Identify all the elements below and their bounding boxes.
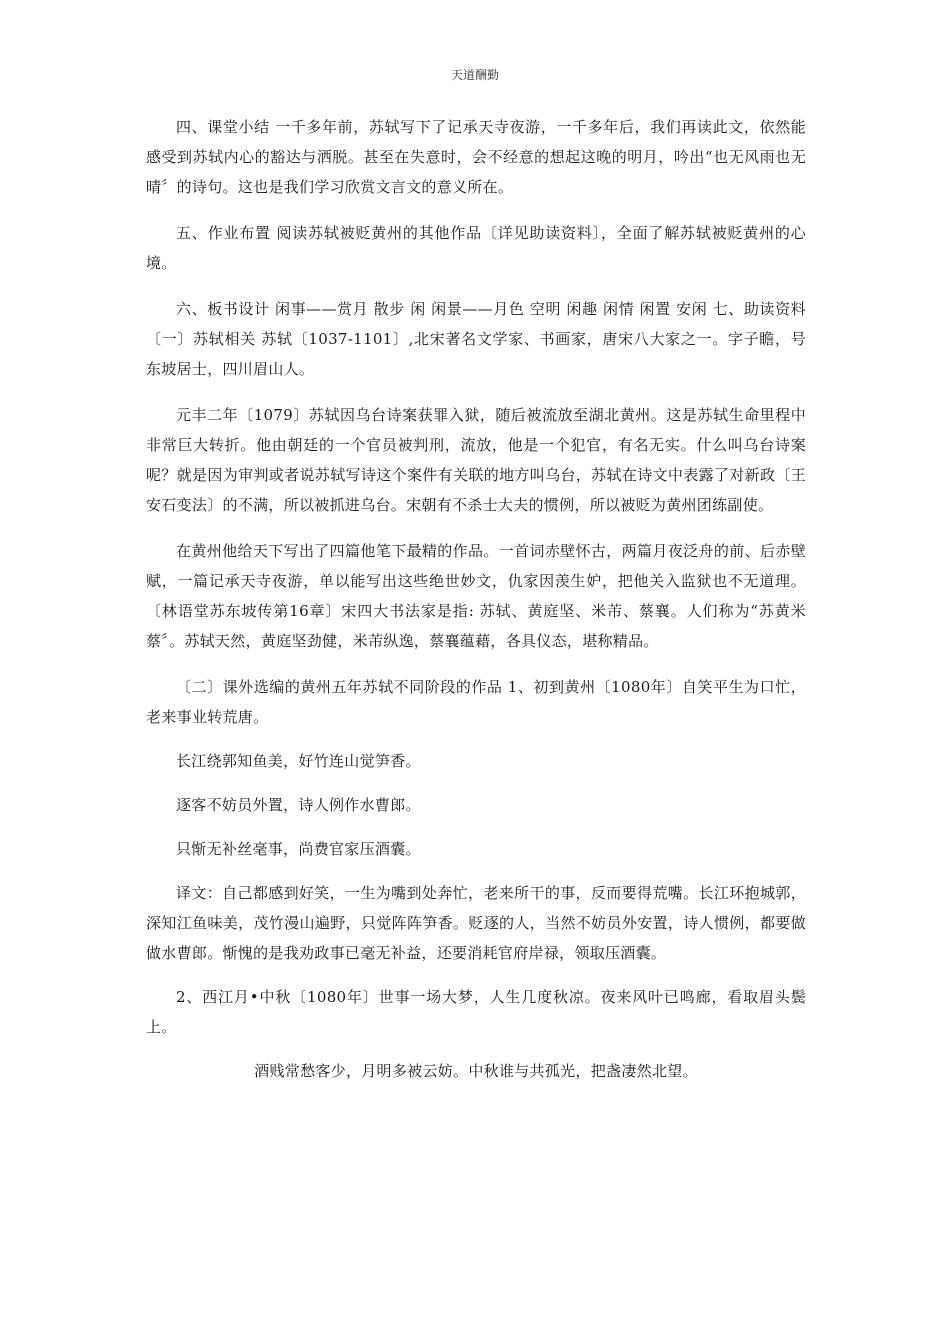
paragraph-selected-works: 〔二〕课外选编的黄州五年苏轼不同阶段的作品 1、初到黄州〔1080年〕自笑平生为口忙，老来事业转荒唐。 <box>146 678 806 726</box>
page-header: 天道酬勤 <box>450 68 499 82</box>
poem-line: 长江绕郭知鱼美，好竹连山觉笋香。 <box>176 752 421 770</box>
paragraph-translation: 译文：自己都感到好笑，一生为嘴到处奔忙，老来所干的事，反而要得荒嘴。长江环抱城郭，深知江鱼味美，茂竹漫山遍野，只觉阵阵笋香。贬逐的人，当然不妨员外安置，诗人惯例，都要做做水曹郎。惭愧的是我劝政事已毫无补益，还要消耗官府岸禄，领取压酒囊。 <box>146 884 806 962</box>
paragraph-class-summary: 四、课堂小结 一千多年前，苏轼写下了记承天寺夜游，一千多年后，我们再读此文，依然能感受到苏轼内心的豁达与洒脱。甚至在失意时，会不经意的想起这晚的明月，吟出“也无风雨也无晴〞的诗句。这也是我们学习欣赏文言文的意义所在。 <box>146 118 806 196</box>
poem-line: 逐客不妨员外置，诗人例作水曹郎。 <box>176 796 421 814</box>
poem-line: 只惭无补丝毫事，尚费官家压酒囊。 <box>176 840 421 858</box>
document-body <box>146 112 806 1086</box>
paragraph-xijiangyue: 2、西江月•中秋〔1080年〕世事一场大梦，人生几度秋凉。夜来风叶已鸣廊，看取眉头鬓上。 <box>146 988 806 1036</box>
poem-line-centered: 酒贱常愁客少，月明多被云妨。中秋谁与共孤光，把盏凄然北望。 <box>254 1062 698 1080</box>
paragraph-board-design: 六、板书设计 闲事——赏月 散步 闲 闲景——月色 空明 闲趣 闲情 闲置 安闲 七、助读资料 〔一〕苏轼相关 苏轼〔1037-1101〕,北宋著名文学家、书画家，唐宋八大家之一。字子瞻，号东坡居士，四川眉山人。 <box>146 300 806 378</box>
paragraph-huangzhou-works: 在黄州他给天下写出了四篇他笔下最精的作品。一首词赤壁怀古，两篇月夜泛舟的前、后赤壁赋，一篇记承天寺夜游，单以能写出这些绝世妙文，仇家因羡生妒，把他关入监狱也不无道理。〔林语堂苏东坡传第16章〕宋四大书法家是指: 苏轼、黄庭坚、米芾、蔡襄。人们称为“苏黄米蔡〞。苏轼天然，黄庭坚劲健，米芾纵逸，蔡襄蕴藉，各具仪态，堪称精品。 <box>146 542 806 650</box>
paragraph-wutai-case: 元丰二年〔1079〕苏轼因乌台诗案获罪入狱，随后被流放至湖北黄州。这是苏轼生命里程中非常巨大转折。他由朝廷的一个官员被判刑，流放，他是一个犯官，有名无实。什么叫乌台诗案呢？就是因为审判或者说苏轼写诗这个案件有关联的地方叫乌台，苏轼在诗文中表露了对新政〔王安石变法〕的不满，所以被抓进乌台。宋朝有不杀士大夫的惯例，所以被贬为黄州团练副使。 <box>146 406 806 514</box>
paragraph-homework: 五、作业布置 阅读苏轼被贬黄州的其他作品〔详见助读资料〕，全面了解苏轼被贬黄州的心境。 <box>146 224 806 272</box>
